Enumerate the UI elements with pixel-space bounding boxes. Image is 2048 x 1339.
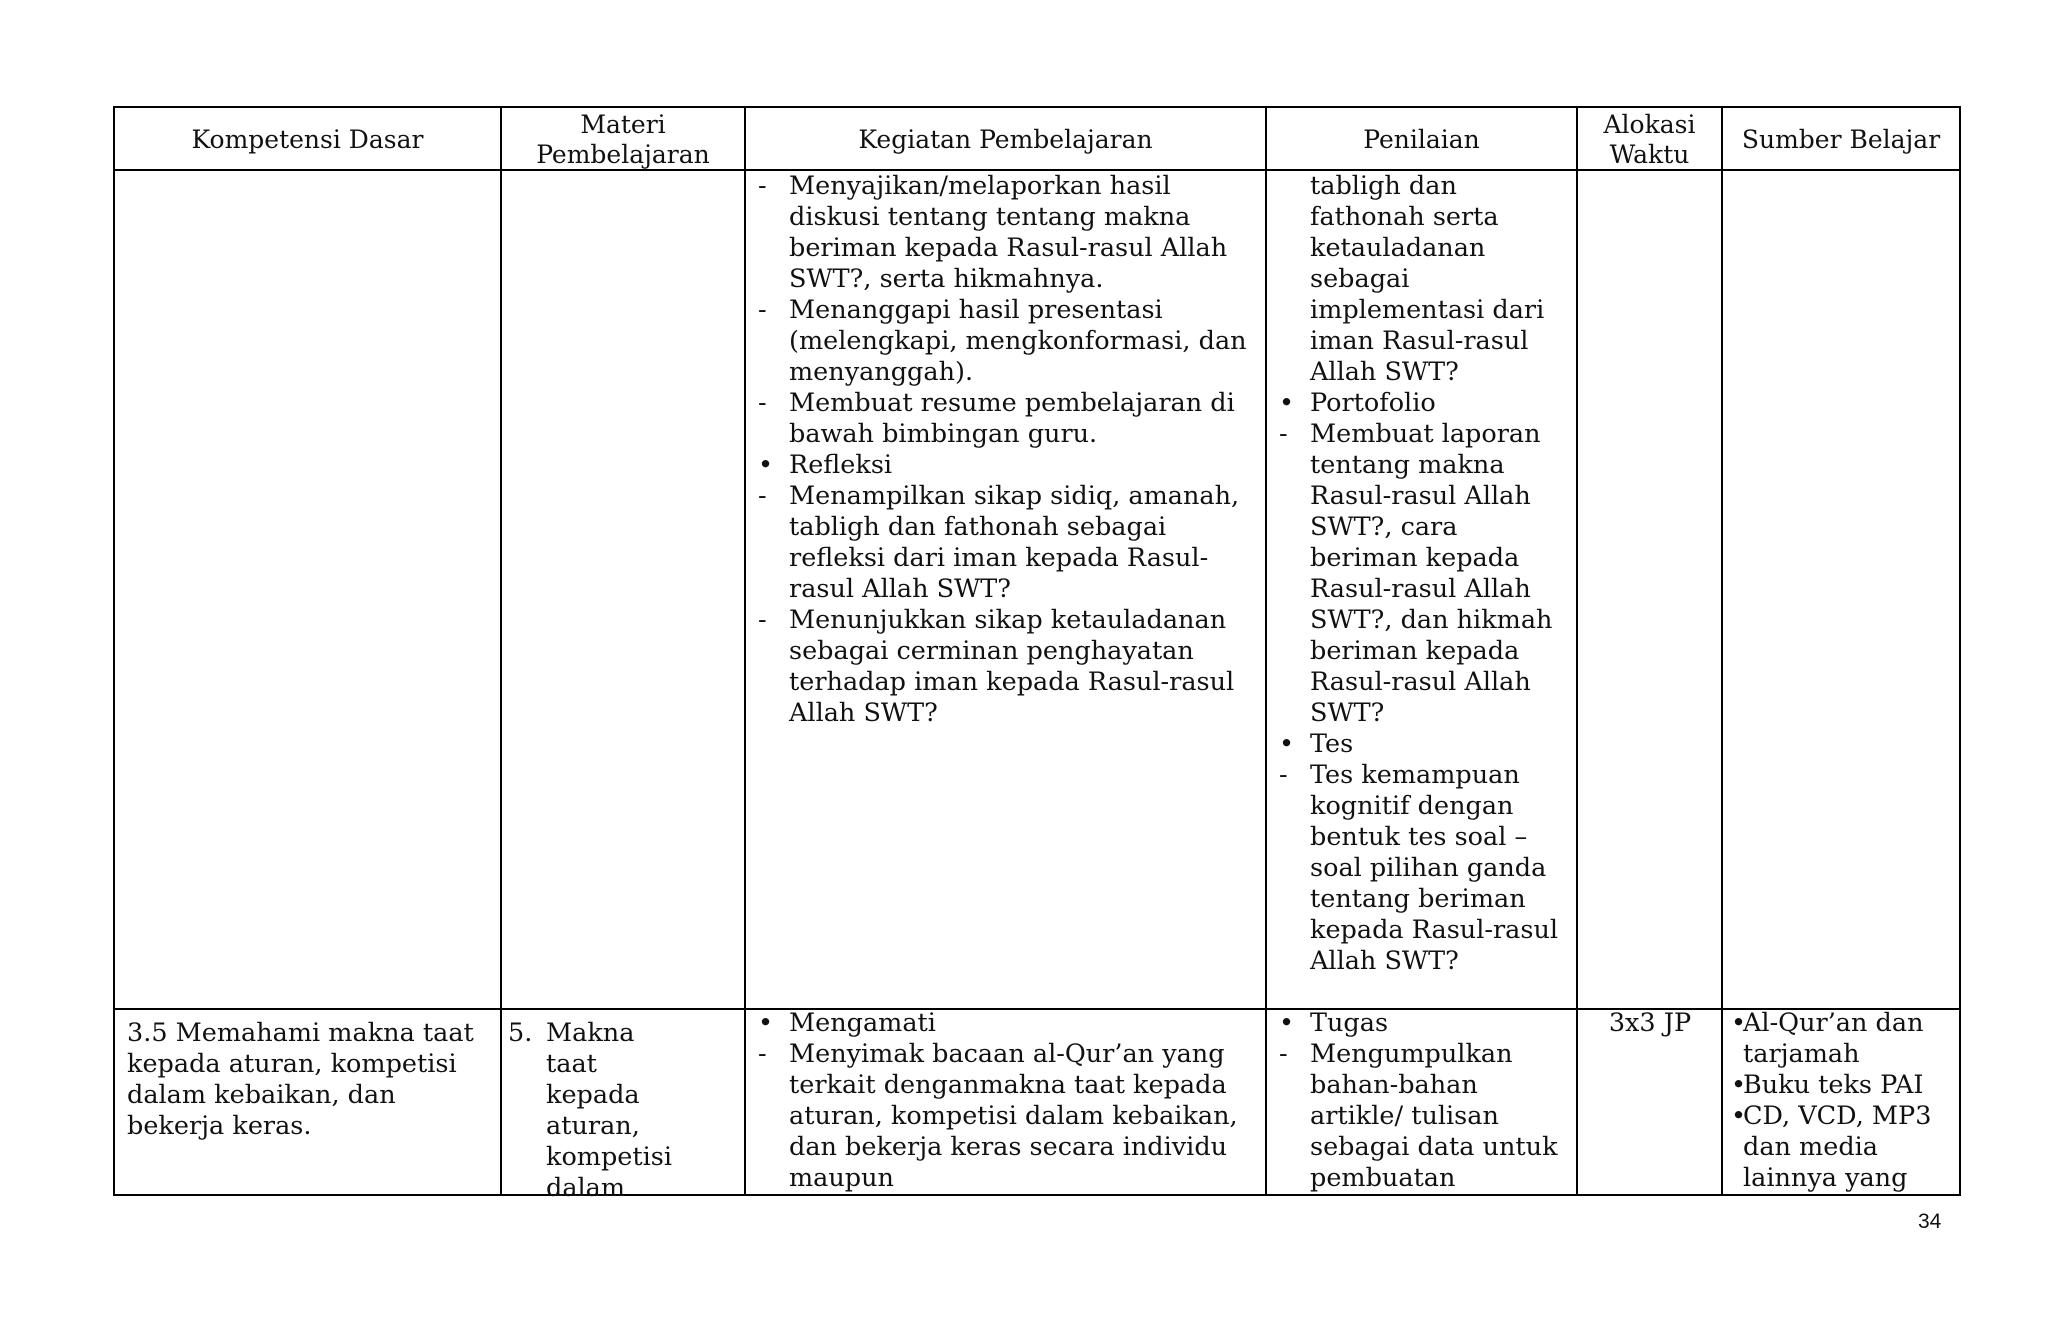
list-item <box>758 295 1258 388</box>
list-item-text: Portofolio <box>1310 388 1436 418</box>
list-item-text: Mengamati <box>789 1008 936 1038</box>
list-item <box>1279 388 1571 419</box>
list-item <box>758 1008 1258 1039</box>
dash-marker: - <box>758 295 767 325</box>
row2-sumber-cell <box>1731 1008 1959 1194</box>
header-sumber-belajar: Sumber Belajar <box>1741 124 1941 154</box>
continuation-marker <box>1279 171 1310 388</box>
dash-marker: - <box>758 388 767 418</box>
header-kompetensi-dasar: Kompetensi Dasar <box>191 124 424 154</box>
list-item-text: Menyajikan/melaporkan hasil diskusi tentang tentang makna beriman kepada Rasul-rasul Allah SWT?, serta hikmahnya. <box>789 171 1228 294</box>
list-item-text: Membuat laporan tentang makna Rasul-rasul Allah SWT?, cara beriman kepada Rasul-rasul Allah SWT?, dan hikmah beriman kepada Rasul-rasul Allah SWT? <box>1310 419 1553 728</box>
list-item <box>1279 419 1571 729</box>
column-divider <box>1721 108 1723 1194</box>
dash-marker: - <box>1279 419 1288 449</box>
list-item <box>1731 1070 1959 1101</box>
list-item <box>758 605 1258 729</box>
list-item <box>508 1018 740 1204</box>
dash-marker: - <box>758 481 767 511</box>
row2-penilaian-cell <box>1279 1008 1571 1194</box>
list-item <box>1279 1039 1571 1194</box>
number-marker: 5. <box>508 1018 533 1048</box>
list-item <box>758 388 1258 450</box>
list-item <box>1731 1008 1959 1070</box>
row2-materi-cell <box>508 1018 740 1204</box>
dash-marker: - <box>758 1039 767 1069</box>
bullet-marker: • <box>1731 1101 1747 1131</box>
column-divider <box>1265 108 1267 1194</box>
list-item-text: Menampilkan sikap sidiq, amanah, tabligh dan fathonah sebagai refleksi dari iman kepada Rasul-rasul Allah SWT? <box>789 481 1240 604</box>
list-item-text: Menunjukkan sikap ketauladanan sebagai cerminan penghayatan terhadap iman kepada Rasul-rasul Allah SWT? <box>789 605 1235 728</box>
list-item <box>1279 729 1571 760</box>
list-item-text: Buku teks PAI <box>1743 1070 1924 1100</box>
bullet-marker: • <box>1731 1070 1747 1100</box>
list-item <box>758 1039 1258 1194</box>
bullet-marker: • <box>1279 729 1295 759</box>
list-item <box>758 171 1258 295</box>
row1-kegiatan-cell <box>758 171 1258 729</box>
list-item-text: Makna taat kepada aturan, kompetisi dalam <box>546 1018 673 1203</box>
bullet-marker: • <box>758 450 774 480</box>
dash-marker: - <box>758 171 767 201</box>
row2-kompetensi-cell: 3.5 Memahami makna taat kepada aturan, kompetisi dalam kebaikan, dan bekerja keras. <box>127 1018 474 1141</box>
header-kegiatan-pembelajaran: Kegiatan Pembelajaran <box>858 124 1153 154</box>
row1-penilaian-cell <box>1279 171 1571 977</box>
list-item-text: Menanggapi hasil presentasi (melengkapi, mengkonformasi, dan menyanggah). <box>789 295 1247 387</box>
row2-kegiatan-cell <box>758 1008 1258 1194</box>
dash-marker: - <box>1279 1039 1288 1069</box>
list-item-text: Al-Qur’an dan tarjamah <box>1743 1008 1924 1069</box>
bullet-marker: • <box>758 1008 774 1038</box>
dash-marker: - <box>1279 760 1288 790</box>
column-divider <box>744 108 746 1194</box>
list-item-text: Mengumpulkan bahan-bahan artikle/ tulisan sebagai data untuk pembuatan <box>1310 1039 1558 1193</box>
dash-marker: - <box>758 605 767 635</box>
list-item-text: tabligh dan fathonah serta ketauladanan sebagai implementasi dari iman Rasul-rasul Allah SWT? <box>1310 171 1545 387</box>
header-alokasi-waktu: Alokasi Waktu <box>1603 109 1696 169</box>
header-penilaian: Penilaian <box>1363 124 1480 154</box>
lesson-plan-table <box>113 106 1961 1203</box>
column-divider <box>1576 108 1578 1194</box>
bullet-marker: • <box>1279 1008 1295 1038</box>
list-item-text: Tes kemampuan kognitif dengan bentuk tes soal – soal pilihan ganda tentang beriman kepada Rasul-rasul Allah SWT? <box>1310 760 1559 976</box>
column-divider <box>500 108 502 1194</box>
list-item <box>1731 1101 1959 1194</box>
page-number: 34 <box>1918 1210 1942 1233</box>
list-item <box>758 481 1258 605</box>
list-item-text: Menyimak bacaan al-Qur’an yang terkait denganmakna taat kepada aturan, kompetisi dalam kebaikan, dan bekerja keras secara individu maupun <box>789 1039 1238 1193</box>
list-item <box>1279 171 1571 388</box>
header-materi-pembelajaran: Materi Pembelajaran <box>536 109 710 169</box>
list-item-text: Refleksi <box>789 450 893 480</box>
list-item-text: Tes <box>1310 729 1354 759</box>
list-item-text: Tugas <box>1310 1008 1389 1038</box>
list-item <box>758 450 1258 481</box>
row2-alokasi-cell: 3x3 JP <box>1608 1008 1692 1038</box>
list-item <box>1279 1008 1571 1039</box>
list-item-text: CD, VCD, MP3 dan media lainnya yang <box>1743 1101 1932 1193</box>
list-item-text: Membuat resume pembelajaran di bawah bimbingan guru. <box>789 388 1235 449</box>
list-item <box>1279 760 1571 977</box>
bullet-marker: • <box>1279 388 1295 418</box>
bullet-marker: • <box>1731 1008 1747 1038</box>
